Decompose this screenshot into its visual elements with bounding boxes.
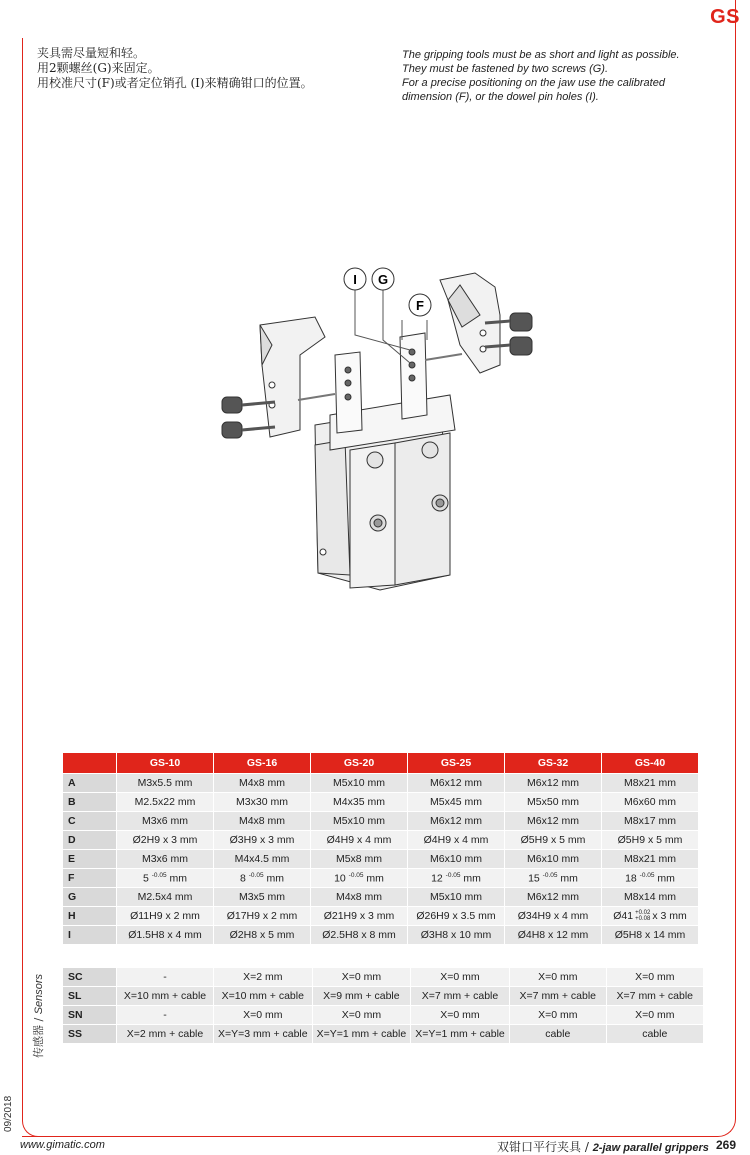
drawing-shape — [298, 394, 335, 400]
table-cell: H — [63, 907, 116, 925]
table-cell: M6x10 mm — [505, 850, 601, 868]
footer-title: 双钳口平行夹具 / 2-jaw parallel grippers — [497, 1140, 709, 1154]
spec-col-header: GS-20 — [311, 753, 407, 773]
intro-cn-line: 用2颗螺丝(G)来固定。 — [37, 61, 160, 75]
callout-i: I — [353, 272, 357, 287]
table-cell: M4x35 mm — [311, 793, 407, 811]
table-cell: X=Y=1 mm + cable — [313, 1025, 411, 1043]
sensor-row-ss — [63, 1025, 703, 1043]
table-cell: M2.5x22 mm — [117, 793, 213, 811]
drawing-shape — [485, 345, 510, 347]
section-tag: GS — [710, 6, 740, 28]
drawing-shape — [480, 330, 486, 336]
table-cell: M5x10 mm — [311, 812, 407, 830]
table-cell: X=0 mm — [510, 968, 606, 986]
table-cell: M3x30 mm — [214, 793, 310, 811]
table-cell: Ø2H9 x 3 mm — [117, 831, 213, 849]
jaw-left — [335, 352, 362, 433]
table-cell: M4x4.5 mm — [214, 850, 310, 868]
intro-cn-line: 用校准尺寸(F)或者定位销孔 (I)来精确钳口的位置。 — [37, 76, 313, 90]
table-cell: M6x12 mm — [505, 812, 601, 830]
table-cell: F — [63, 869, 116, 887]
table-cell: M5x45 mm — [408, 793, 504, 811]
drawing-shape — [425, 354, 462, 360]
table-cell: M8x21 mm — [602, 850, 698, 868]
drawing-shape — [222, 273, 532, 590]
table-cell: X=0 mm — [607, 968, 703, 986]
table-cell: cable — [607, 1025, 703, 1043]
table-cell: M3x6 mm — [117, 850, 213, 868]
sensor-row-sc — [63, 968, 703, 986]
drawing-shape — [422, 442, 438, 458]
drawing-shape — [485, 321, 510, 323]
drawing-shape — [367, 452, 383, 468]
table-cell: SN — [63, 1006, 116, 1024]
spec-row-g — [63, 888, 698, 906]
drawing-shape — [345, 380, 351, 386]
intro-en-line: They must be fastened by two screws (G). — [402, 63, 609, 75]
table-cell: M8x21 mm — [602, 774, 698, 792]
table-cell: M6x12 mm — [408, 774, 504, 792]
table-cell: X=0 mm — [510, 1006, 606, 1024]
table-cell: Ø17H9 x 2 mm — [214, 907, 310, 925]
table-cell: - — [117, 968, 213, 986]
table-cell: X=0 mm — [411, 968, 509, 986]
table-cell: Ø1.5H8 x 4 mm — [117, 926, 213, 944]
table-cell: Ø3H8 x 10 mm — [408, 926, 504, 944]
spec-col-header: GS-32 — [505, 753, 601, 773]
table-cell: M2.5x4 mm — [117, 888, 213, 906]
table-cell: X=0 mm — [411, 1006, 509, 1024]
table-cell: C — [63, 812, 116, 830]
table-cell: Ø2H8 x 5 mm — [214, 926, 310, 944]
table-cell: 12 $^{-0.05}$ mm — [408, 869, 504, 887]
screw — [222, 422, 242, 438]
table-cell: Ø4H9 x 4 mm — [408, 831, 504, 849]
table-cell: Ø5H8 x 14 mm — [602, 926, 698, 944]
table-cell: X=2 mm — [214, 968, 312, 986]
table-cell: Ø21H9 x 3 mm — [311, 907, 407, 925]
spec-row-i — [63, 926, 698, 944]
table-cell: M5x8 mm — [311, 850, 407, 868]
table-cell: E — [63, 850, 116, 868]
spec-header-row — [63, 753, 698, 773]
table-cell: M3x5.5 mm — [117, 774, 213, 792]
table-cell: I — [63, 926, 116, 944]
table-cell: Ø5H9 x 5 mm — [505, 831, 601, 849]
screw — [510, 337, 532, 355]
drawing-shape — [409, 375, 415, 381]
table-cell: M8x17 mm — [602, 812, 698, 830]
spec-row-c — [63, 812, 698, 830]
spec-col-header: GS-25 — [408, 753, 504, 773]
table-cell: M6x12 mm — [505, 888, 601, 906]
table-cell: 15 $^{-0.05}$ mm — [505, 869, 601, 887]
table-cell: X=9 mm + cable — [313, 987, 411, 1005]
table-cell: G — [63, 888, 116, 906]
table-cell: M5x10 mm — [311, 774, 407, 792]
drawing-shape — [320, 549, 326, 555]
table-cell: X=7 mm + cable — [607, 987, 703, 1005]
spec-row-a — [63, 774, 698, 792]
table-cell: X=7 mm + cable — [411, 987, 509, 1005]
table-cell: 10 $^{-0.05}$ mm — [311, 869, 407, 887]
callout-f: F — [416, 298, 424, 313]
table-cell: X=0 mm — [214, 1006, 312, 1024]
table-cell: X=Y=3 mm + cable — [214, 1025, 312, 1043]
table-cell: M4x8 mm — [311, 888, 407, 906]
sensor-row-sn — [63, 1006, 703, 1024]
table-cell: M4x8 mm — [214, 774, 310, 792]
sensor-label: 传感器 / Sensors — [32, 973, 45, 1058]
callout-g: G — [377, 272, 389, 287]
spec-row-f — [63, 869, 698, 887]
intro-en-line: The gripping tools must be as short and light as possible. — [402, 49, 680, 61]
drawing-shape — [345, 394, 351, 400]
intro-en-line: For a precise positioning on the jaw use the calibrated — [402, 77, 665, 89]
table-cell: X=2 mm + cable — [117, 1025, 213, 1043]
spec-row-h — [63, 907, 698, 925]
drawing-shape — [436, 499, 444, 507]
screw — [510, 313, 532, 331]
table-cell: Ø4H8 x 12 mm — [505, 926, 601, 944]
table-cell: SC — [63, 968, 116, 986]
table-cell: M5x50 mm — [505, 793, 601, 811]
gripper-illustration — [200, 255, 560, 595]
table-cell: M3x5 mm — [214, 888, 310, 906]
intro-en-line: dimension (F), or the dowel pin holes (I). — [402, 91, 599, 103]
table-cell: B — [63, 793, 116, 811]
table-cell: 18 $^{-0.05}$ mm — [602, 869, 698, 887]
drawing-shape — [374, 519, 382, 527]
spec-col-header: GS-40 — [602, 753, 698, 773]
table-cell: Ø11H9 x 2 mm — [117, 907, 213, 925]
drawing-shape — [269, 382, 275, 388]
table-cell: - — [117, 1006, 213, 1024]
sensor-table — [62, 967, 704, 1044]
table-cell: X=0 mm — [607, 1006, 703, 1024]
table-cell: M8x14 mm — [602, 888, 698, 906]
table-cell: X=0 mm — [313, 968, 411, 986]
spec-row-e — [63, 850, 698, 868]
intro-cn-line: 夹具需尽量短和轻。 — [37, 46, 146, 60]
table-cell: M5x10 mm — [408, 888, 504, 906]
table-cell: X=0 mm — [313, 1006, 411, 1024]
table-cell: Ø4H9 x 4 mm — [311, 831, 407, 849]
table-cell: M6x12 mm — [505, 774, 601, 792]
spec-row-d — [63, 831, 698, 849]
table-cell: cable — [510, 1025, 606, 1043]
drawing-shape — [344, 268, 431, 316]
table-cell: 8 $^{-0.05}$ mm — [214, 869, 310, 887]
table-cell: Ø26H9 x 3.5 mm — [408, 907, 504, 925]
drawing-shape — [345, 367, 351, 373]
tool-left — [260, 317, 325, 437]
intro-chinese — [37, 46, 313, 91]
table-cell: Ø2.5H8 x 8 mm — [311, 926, 407, 944]
table-cell: M3x6 mm — [117, 812, 213, 830]
table-cell: D — [63, 831, 116, 849]
table-cell: SL — [63, 987, 116, 1005]
table-cell: X=7 mm + cable — [510, 987, 606, 1005]
table-cell: X=10 mm + cable — [117, 987, 213, 1005]
spec-table — [62, 752, 699, 945]
page-number: 269 — [716, 1138, 737, 1152]
footer-url[interactable]: www.gimatic.com — [20, 1139, 105, 1151]
table-cell: SS — [63, 1025, 116, 1043]
sensor-row-sl — [63, 987, 703, 1005]
table-cell: X=10 mm + cable — [214, 987, 312, 1005]
table-cell: M6x10 mm — [408, 850, 504, 868]
table-cell: 5 $^{-0.05}$ mm — [117, 869, 213, 887]
table-cell: Ø41 +0.02 +0.08 x 3 mm — [602, 907, 698, 925]
table-cell: Ø3H9 x 3 mm — [214, 831, 310, 849]
spec-row-b — [63, 793, 698, 811]
table-cell: M4x8 mm — [214, 812, 310, 830]
spec-col-header: GS-10 — [117, 753, 213, 773]
spec-header-corner — [63, 753, 116, 773]
table-cell: Ø5H9 x 5 mm — [602, 831, 698, 849]
table-cell: M6x12 mm — [408, 812, 504, 830]
spec-col-header: GS-16 — [214, 753, 310, 773]
drawing-shape — [315, 440, 350, 575]
screw — [222, 397, 242, 413]
date-stamp: 09/2018 — [3, 1095, 14, 1132]
table-cell: M6x60 mm — [602, 793, 698, 811]
table-cell: A — [63, 774, 116, 792]
intro-english — [402, 48, 702, 104]
table-cell: Ø34H9 x 4 mm — [505, 907, 601, 925]
table-cell: X=Y=1 mm + cable — [411, 1025, 509, 1043]
